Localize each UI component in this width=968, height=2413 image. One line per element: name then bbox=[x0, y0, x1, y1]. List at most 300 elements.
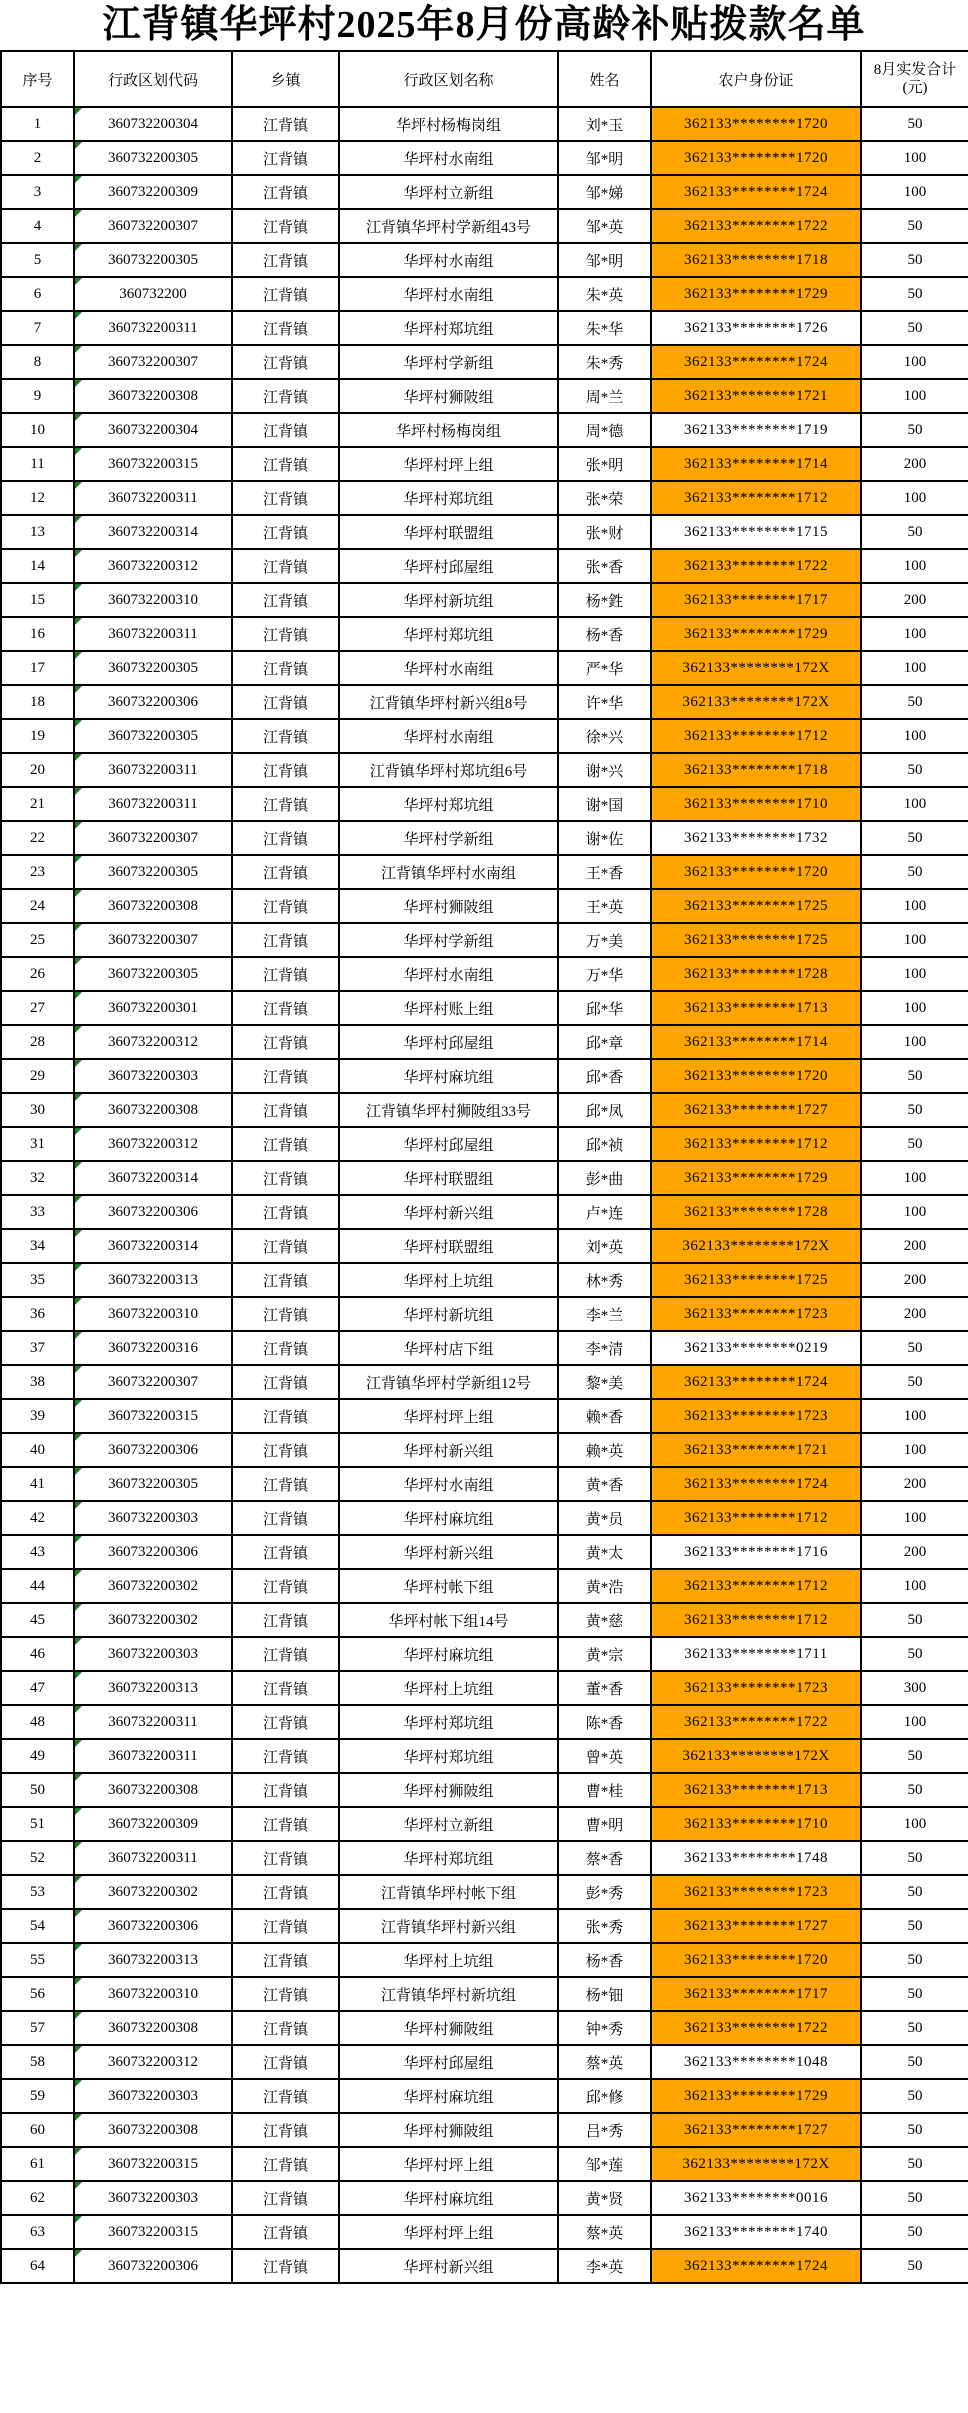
serial-cell: 50 bbox=[1, 1773, 74, 1807]
town-cell: 江背镇 bbox=[232, 1909, 339, 1943]
name-cell: 朱*华 bbox=[558, 311, 651, 345]
amount-cell: 100 bbox=[861, 175, 968, 209]
id-card-cell: 362133********1728 bbox=[651, 957, 861, 991]
serial-cell: 19 bbox=[1, 719, 74, 753]
number-stored-as-text-triangle-icon bbox=[75, 1808, 82, 1815]
amount-cell: 50 bbox=[861, 2215, 968, 2249]
amount-cell: 50 bbox=[861, 243, 968, 277]
town-cell: 江背镇 bbox=[232, 2181, 339, 2215]
town-cell: 江背镇 bbox=[232, 583, 339, 617]
division-name-cell: 华坪村郑坑组 bbox=[339, 617, 558, 651]
header-division-code: 行政区划代码 bbox=[74, 51, 232, 107]
serial-cell: 15 bbox=[1, 583, 74, 617]
division-code-cell: 360732200311 bbox=[74, 311, 232, 345]
id-card-cell: 362133********1712 bbox=[651, 1603, 861, 1637]
town-cell: 江背镇 bbox=[232, 243, 339, 277]
division-name-cell: 华坪村上坑组 bbox=[339, 1671, 558, 1705]
town-cell: 江背镇 bbox=[232, 1229, 339, 1263]
division-name-cell: 华坪村新兴组 bbox=[339, 1535, 558, 1569]
table-row bbox=[1, 2079, 968, 2113]
amount-cell: 100 bbox=[861, 379, 968, 413]
division-code-cell: 360732200313 bbox=[74, 1671, 232, 1705]
number-stored-as-text-triangle-icon bbox=[75, 1094, 82, 1101]
division-name-cell: 华坪村郑坑组 bbox=[339, 481, 558, 515]
name-cell: 蔡*英 bbox=[558, 2045, 651, 2079]
number-stored-as-text-triangle-icon bbox=[75, 1400, 82, 1407]
division-code-cell: 360732200305 bbox=[74, 719, 232, 753]
division-code-cell: 360732200312 bbox=[74, 549, 232, 583]
division-name-cell: 华坪村郑坑组 bbox=[339, 787, 558, 821]
id-card-cell: 362133********172X bbox=[651, 651, 861, 685]
id-card-cell: 362133********1723 bbox=[651, 1875, 861, 1909]
division-code-cell: 360732200310 bbox=[74, 1297, 232, 1331]
division-code-cell: 360732200315 bbox=[74, 2215, 232, 2249]
table-row bbox=[1, 1399, 968, 1433]
number-stored-as-text-triangle-icon bbox=[75, 1774, 82, 1781]
table-row bbox=[1, 753, 968, 787]
id-card-cell: 362133********1717 bbox=[651, 1977, 861, 2011]
id-card-cell: 362133********1727 bbox=[651, 2113, 861, 2147]
amount-cell: 50 bbox=[861, 1127, 968, 1161]
town-cell: 江背镇 bbox=[232, 1297, 339, 1331]
amount-cell: 100 bbox=[861, 1399, 968, 1433]
serial-cell: 16 bbox=[1, 617, 74, 651]
header-serial: 序号 bbox=[1, 51, 74, 107]
name-cell: 曹*明 bbox=[558, 1807, 651, 1841]
division-name-cell: 华坪村麻坑组 bbox=[339, 1501, 558, 1535]
town-cell: 江背镇 bbox=[232, 957, 339, 991]
amount-cell: 50 bbox=[861, 2079, 968, 2113]
serial-cell: 9 bbox=[1, 379, 74, 413]
serial-cell: 33 bbox=[1, 1195, 74, 1229]
division-code-cell: 360732200311 bbox=[74, 1841, 232, 1875]
header-town: 乡镇 bbox=[232, 51, 339, 107]
division-code-cell: 360732200311 bbox=[74, 1705, 232, 1739]
name-cell: 朱*秀 bbox=[558, 345, 651, 379]
table-row bbox=[1, 243, 968, 277]
number-stored-as-text-triangle-icon bbox=[75, 1842, 82, 1849]
division-code-cell: 360732200312 bbox=[74, 1025, 232, 1059]
division-code-cell: 360732200309 bbox=[74, 175, 232, 209]
serial-cell: 11 bbox=[1, 447, 74, 481]
division-code-cell: 360732200306 bbox=[74, 685, 232, 719]
division-name-cell: 华坪村麻坑组 bbox=[339, 2181, 558, 2215]
amount-cell: 50 bbox=[861, 277, 968, 311]
division-code-cell: 360732200313 bbox=[74, 1263, 232, 1297]
table-row bbox=[1, 821, 968, 855]
number-stored-as-text-triangle-icon bbox=[75, 1162, 82, 1169]
amount-cell: 50 bbox=[861, 311, 968, 345]
number-stored-as-text-triangle-icon bbox=[75, 788, 82, 795]
id-card-cell: 362133********1710 bbox=[651, 787, 861, 821]
amount-cell: 100 bbox=[861, 617, 968, 651]
table-row bbox=[1, 1875, 968, 1909]
amount-cell: 100 bbox=[861, 719, 968, 753]
division-name-cell: 华坪村新兴组 bbox=[339, 1433, 558, 1467]
serial-cell: 31 bbox=[1, 1127, 74, 1161]
id-card-cell: 362133********0016 bbox=[651, 2181, 861, 2215]
page-title: 江背镇华坪村2025年8月份高龄补贴拨款名单 bbox=[102, 4, 866, 46]
table-row bbox=[1, 583, 968, 617]
division-name-cell: 华坪村坪上组 bbox=[339, 1399, 558, 1433]
division-name-cell: 华坪村坪上组 bbox=[339, 2147, 558, 2181]
town-cell: 江背镇 bbox=[232, 1161, 339, 1195]
number-stored-as-text-triangle-icon bbox=[75, 414, 82, 421]
name-cell: 曹*桂 bbox=[558, 1773, 651, 1807]
division-name-cell: 华坪村狮陂组 bbox=[339, 379, 558, 413]
division-name-cell: 华坪村水南组 bbox=[339, 1467, 558, 1501]
name-cell: 黄*香 bbox=[558, 1467, 651, 1501]
serial-cell: 4 bbox=[1, 209, 74, 243]
amount-cell: 100 bbox=[861, 1807, 968, 1841]
serial-cell: 60 bbox=[1, 2113, 74, 2147]
number-stored-as-text-triangle-icon bbox=[75, 210, 82, 217]
number-stored-as-text-triangle-icon bbox=[75, 1570, 82, 1577]
name-cell: 邹*明 bbox=[558, 141, 651, 175]
amount-cell: 50 bbox=[861, 1603, 968, 1637]
town-cell: 江背镇 bbox=[232, 447, 339, 481]
serial-cell: 13 bbox=[1, 515, 74, 549]
table-row bbox=[1, 379, 968, 413]
town-cell: 江背镇 bbox=[232, 1365, 339, 1399]
table-row bbox=[1, 1229, 968, 1263]
amount-cell: 100 bbox=[861, 1433, 968, 1467]
division-name-cell: 江背镇华坪村新坑组 bbox=[339, 1977, 558, 2011]
town-cell: 江背镇 bbox=[232, 787, 339, 821]
amount-cell: 50 bbox=[861, 1943, 968, 1977]
number-stored-as-text-triangle-icon bbox=[75, 2148, 82, 2155]
division-name-cell: 华坪村狮陂组 bbox=[339, 1773, 558, 1807]
serial-cell: 47 bbox=[1, 1671, 74, 1705]
division-name-cell: 华坪村水南组 bbox=[339, 243, 558, 277]
table-row bbox=[1, 1807, 968, 1841]
amount-cell: 100 bbox=[861, 1501, 968, 1535]
division-code-cell: 360732200304 bbox=[74, 107, 232, 141]
id-card-cell: 362133********1729 bbox=[651, 1161, 861, 1195]
town-cell: 江背镇 bbox=[232, 413, 339, 447]
table-row bbox=[1, 549, 968, 583]
name-cell: 邱*章 bbox=[558, 1025, 651, 1059]
division-code-cell: 360732200315 bbox=[74, 1399, 232, 1433]
number-stored-as-text-triangle-icon bbox=[75, 346, 82, 353]
serial-cell: 10 bbox=[1, 413, 74, 447]
amount-cell: 100 bbox=[861, 957, 968, 991]
division-code-cell: 360732200311 bbox=[74, 787, 232, 821]
id-card-cell: 362133********1722 bbox=[651, 209, 861, 243]
table-row bbox=[1, 1603, 968, 1637]
division-name-cell: 华坪村麻坑组 bbox=[339, 1059, 558, 1093]
serial-cell: 27 bbox=[1, 991, 74, 1025]
town-cell: 江背镇 bbox=[232, 1059, 339, 1093]
division-code-cell: 360732200305 bbox=[74, 243, 232, 277]
number-stored-as-text-triangle-icon bbox=[75, 1536, 82, 1543]
town-cell: 江背镇 bbox=[232, 1807, 339, 1841]
town-cell: 江背镇 bbox=[232, 1093, 339, 1127]
division-name-cell: 华坪村邱屋组 bbox=[339, 1025, 558, 1059]
number-stored-as-text-triangle-icon bbox=[75, 890, 82, 897]
division-code-cell: 360732200305 bbox=[74, 957, 232, 991]
serial-cell: 24 bbox=[1, 889, 74, 923]
town-cell: 江背镇 bbox=[232, 1501, 339, 1535]
serial-cell: 48 bbox=[1, 1705, 74, 1739]
table-row bbox=[1, 1637, 968, 1671]
number-stored-as-text-triangle-icon bbox=[75, 822, 82, 829]
id-card-cell: 362133********1048 bbox=[651, 2045, 861, 2079]
serial-cell: 55 bbox=[1, 1943, 74, 1977]
town-cell: 江背镇 bbox=[232, 1467, 339, 1501]
table-row bbox=[1, 2113, 968, 2147]
serial-cell: 29 bbox=[1, 1059, 74, 1093]
number-stored-as-text-triangle-icon bbox=[75, 1502, 82, 1509]
table-row bbox=[1, 1467, 968, 1501]
division-code-cell: 360732200309 bbox=[74, 1807, 232, 1841]
table-row bbox=[1, 1671, 968, 1705]
number-stored-as-text-triangle-icon bbox=[75, 924, 82, 931]
serial-cell: 46 bbox=[1, 1637, 74, 1671]
town-cell: 江背镇 bbox=[232, 1399, 339, 1433]
amount-cell: 50 bbox=[861, 2011, 968, 2045]
serial-cell: 58 bbox=[1, 2045, 74, 2079]
amount-cell: 50 bbox=[861, 855, 968, 889]
table-row bbox=[1, 141, 968, 175]
amount-cell: 100 bbox=[861, 1705, 968, 1739]
name-cell: 刘*英 bbox=[558, 1229, 651, 1263]
amount-cell: 100 bbox=[861, 1025, 968, 1059]
name-cell: 张*明 bbox=[558, 447, 651, 481]
name-cell: 李*兰 bbox=[558, 1297, 651, 1331]
header-amount bbox=[861, 51, 968, 107]
town-cell: 江背镇 bbox=[232, 1875, 339, 1909]
name-cell: 谢*兴 bbox=[558, 753, 651, 787]
table-row bbox=[1, 1025, 968, 1059]
amount-cell: 100 bbox=[861, 1569, 968, 1603]
number-stored-as-text-triangle-icon bbox=[75, 1944, 82, 1951]
division-name-cell: 华坪村学新组 bbox=[339, 345, 558, 379]
division-name-cell: 华坪村郑坑组 bbox=[339, 1841, 558, 1875]
name-cell: 黄*宗 bbox=[558, 1637, 651, 1671]
table-row bbox=[1, 2011, 968, 2045]
number-stored-as-text-triangle-icon bbox=[75, 2012, 82, 2019]
number-stored-as-text-triangle-icon bbox=[75, 448, 82, 455]
id-card-cell: 362133********1717 bbox=[651, 583, 861, 617]
serial-cell: 40 bbox=[1, 1433, 74, 1467]
header-row bbox=[1, 51, 968, 107]
table-row bbox=[1, 1501, 968, 1535]
id-card-cell: 362133********1712 bbox=[651, 1127, 861, 1161]
number-stored-as-text-triangle-icon bbox=[75, 380, 82, 387]
name-cell: 邹*英 bbox=[558, 209, 651, 243]
division-name-cell: 华坪村新兴组 bbox=[339, 2249, 558, 2283]
name-cell: 周*兰 bbox=[558, 379, 651, 413]
division-code-cell: 360732200305 bbox=[74, 1467, 232, 1501]
division-name-cell: 江背镇华坪村新兴组 bbox=[339, 1909, 558, 1943]
division-name-cell: 江背镇华坪村狮陂组33号 bbox=[339, 1093, 558, 1127]
header-id-card: 农户身份证 bbox=[651, 51, 861, 107]
id-card-cell: 362133********1729 bbox=[651, 617, 861, 651]
name-cell: 蔡*英 bbox=[558, 2215, 651, 2249]
id-card-cell: 362133********1723 bbox=[651, 1399, 861, 1433]
serial-cell: 49 bbox=[1, 1739, 74, 1773]
amount-cell: 50 bbox=[861, 1331, 968, 1365]
division-name-cell: 华坪村杨梅岗组 bbox=[339, 107, 558, 141]
town-cell: 江背镇 bbox=[232, 1977, 339, 2011]
id-card-cell: 362133********1725 bbox=[651, 923, 861, 957]
name-cell: 杨*钿 bbox=[558, 1977, 651, 2011]
division-name-cell: 江背镇华坪村水南组 bbox=[339, 855, 558, 889]
table-row bbox=[1, 923, 968, 957]
division-code-cell: 360732200306 bbox=[74, 2249, 232, 2283]
amount-cell: 50 bbox=[861, 1637, 968, 1671]
number-stored-as-text-triangle-icon bbox=[75, 2114, 82, 2121]
division-code-cell: 360732200314 bbox=[74, 1161, 232, 1195]
town-cell: 江背镇 bbox=[232, 1263, 339, 1297]
table-row bbox=[1, 1977, 968, 2011]
id-card-cell: 362133********1724 bbox=[651, 345, 861, 379]
division-code-cell: 360732200312 bbox=[74, 2045, 232, 2079]
division-code-cell: 360732200301 bbox=[74, 991, 232, 1025]
number-stored-as-text-triangle-icon bbox=[75, 958, 82, 965]
division-name-cell: 华坪村账上组 bbox=[339, 991, 558, 1025]
town-cell: 江背镇 bbox=[232, 685, 339, 719]
id-card-cell: 362133********172X bbox=[651, 1229, 861, 1263]
division-code-cell: 360732200308 bbox=[74, 2011, 232, 2045]
number-stored-as-text-triangle-icon bbox=[75, 1740, 82, 1747]
division-name-cell: 江背镇华坪村郑坑组6号 bbox=[339, 753, 558, 787]
id-card-cell: 362133********1721 bbox=[651, 1433, 861, 1467]
division-name-cell: 华坪村水南组 bbox=[339, 957, 558, 991]
serial-cell: 7 bbox=[1, 311, 74, 345]
table-row bbox=[1, 787, 968, 821]
town-cell: 江背镇 bbox=[232, 2045, 339, 2079]
id-card-cell: 362133********1716 bbox=[651, 1535, 861, 1569]
header-amount-line1: 8月实发合计 bbox=[873, 62, 957, 78]
town-cell: 江背镇 bbox=[232, 2215, 339, 2249]
id-card-cell: 362133********1714 bbox=[651, 447, 861, 481]
amount-cell: 100 bbox=[861, 549, 968, 583]
table-row bbox=[1, 1195, 968, 1229]
table-row bbox=[1, 855, 968, 889]
amount-cell: 50 bbox=[861, 753, 968, 787]
id-card-cell: 362133********1720 bbox=[651, 855, 861, 889]
division-name-cell: 华坪村学新组 bbox=[339, 821, 558, 855]
amount-cell: 200 bbox=[861, 1263, 968, 1297]
serial-cell: 28 bbox=[1, 1025, 74, 1059]
table-row bbox=[1, 2215, 968, 2249]
division-name-cell: 华坪村狮陂组 bbox=[339, 889, 558, 923]
town-cell: 江背镇 bbox=[232, 209, 339, 243]
name-cell: 王*香 bbox=[558, 855, 651, 889]
name-cell: 彭*曲 bbox=[558, 1161, 651, 1195]
name-cell: 杨*香 bbox=[558, 1943, 651, 1977]
town-cell: 江背镇 bbox=[232, 141, 339, 175]
town-cell: 江背镇 bbox=[232, 821, 339, 855]
division-name-cell: 华坪村店下组 bbox=[339, 1331, 558, 1365]
serial-cell: 17 bbox=[1, 651, 74, 685]
division-name-cell: 华坪村麻坑组 bbox=[339, 1637, 558, 1671]
town-cell: 江背镇 bbox=[232, 1195, 339, 1229]
name-cell: 邱*祯 bbox=[558, 1127, 651, 1161]
town-cell: 江背镇 bbox=[232, 1331, 339, 1365]
table-row bbox=[1, 685, 968, 719]
id-card-cell: 362133********1714 bbox=[651, 1025, 861, 1059]
division-code-cell: 360732200308 bbox=[74, 1773, 232, 1807]
division-name-cell: 华坪村学新组 bbox=[339, 923, 558, 957]
id-card-cell: 362133********1713 bbox=[651, 1773, 861, 1807]
serial-cell: 14 bbox=[1, 549, 74, 583]
town-cell: 江背镇 bbox=[232, 1569, 339, 1603]
table-row bbox=[1, 1569, 968, 1603]
amount-cell: 50 bbox=[861, 1841, 968, 1875]
table-row bbox=[1, 1263, 968, 1297]
serial-cell: 35 bbox=[1, 1263, 74, 1297]
name-cell: 张*秀 bbox=[558, 1909, 651, 1943]
amount-cell: 50 bbox=[861, 1059, 968, 1093]
name-cell: 卢*连 bbox=[558, 1195, 651, 1229]
division-name-cell: 江背镇华坪村学新组43号 bbox=[339, 209, 558, 243]
number-stored-as-text-triangle-icon bbox=[75, 1264, 82, 1271]
division-name-cell: 华坪村水南组 bbox=[339, 719, 558, 753]
division-name-cell: 华坪村上坑组 bbox=[339, 1943, 558, 1977]
table-row bbox=[1, 2045, 968, 2079]
name-cell: 李*英 bbox=[558, 2249, 651, 2283]
table-row bbox=[1, 651, 968, 685]
division-name-cell: 华坪村联盟组 bbox=[339, 1161, 558, 1195]
serial-cell: 42 bbox=[1, 1501, 74, 1535]
division-name-cell: 江背镇华坪村学新组12号 bbox=[339, 1365, 558, 1399]
town-cell: 江背镇 bbox=[232, 1841, 339, 1875]
division-code-cell: 360732200307 bbox=[74, 923, 232, 957]
amount-cell: 100 bbox=[861, 141, 968, 175]
serial-cell: 62 bbox=[1, 2181, 74, 2215]
table-row bbox=[1, 1943, 968, 1977]
number-stored-as-text-triangle-icon bbox=[75, 1230, 82, 1237]
name-cell: 黎*美 bbox=[558, 1365, 651, 1399]
amount-cell: 100 bbox=[861, 481, 968, 515]
serial-cell: 30 bbox=[1, 1093, 74, 1127]
amount-cell: 50 bbox=[861, 2181, 968, 2215]
number-stored-as-text-triangle-icon bbox=[75, 720, 82, 727]
name-cell: 朱*英 bbox=[558, 277, 651, 311]
table-body bbox=[1, 107, 968, 2283]
serial-cell: 51 bbox=[1, 1807, 74, 1841]
number-stored-as-text-triangle-icon bbox=[75, 652, 82, 659]
amount-cell: 200 bbox=[861, 1535, 968, 1569]
amount-cell: 50 bbox=[861, 821, 968, 855]
amount-cell: 50 bbox=[861, 1773, 968, 1807]
serial-cell: 8 bbox=[1, 345, 74, 379]
division-code-cell: 360732200306 bbox=[74, 1433, 232, 1467]
name-cell: 蔡*香 bbox=[558, 1841, 651, 1875]
number-stored-as-text-triangle-icon bbox=[75, 1196, 82, 1203]
division-name-cell: 华坪村邱屋组 bbox=[339, 549, 558, 583]
amount-cell: 100 bbox=[861, 651, 968, 685]
number-stored-as-text-triangle-icon bbox=[75, 754, 82, 761]
division-code-cell: 360732200303 bbox=[74, 1059, 232, 1093]
division-code-cell: 360732200306 bbox=[74, 1195, 232, 1229]
serial-cell: 61 bbox=[1, 2147, 74, 2181]
id-card-cell: 362133********1724 bbox=[651, 1467, 861, 1501]
serial-cell: 45 bbox=[1, 1603, 74, 1637]
number-stored-as-text-triangle-icon bbox=[75, 482, 82, 489]
name-cell: 彭*秀 bbox=[558, 1875, 651, 1909]
division-code-cell: 360732200308 bbox=[74, 1093, 232, 1127]
table-row bbox=[1, 1127, 968, 1161]
name-cell: 邱*华 bbox=[558, 991, 651, 1025]
town-cell: 江背镇 bbox=[232, 855, 339, 889]
division-code-cell: 360732200305 bbox=[74, 651, 232, 685]
number-stored-as-text-triangle-icon bbox=[75, 550, 82, 557]
serial-cell: 22 bbox=[1, 821, 74, 855]
